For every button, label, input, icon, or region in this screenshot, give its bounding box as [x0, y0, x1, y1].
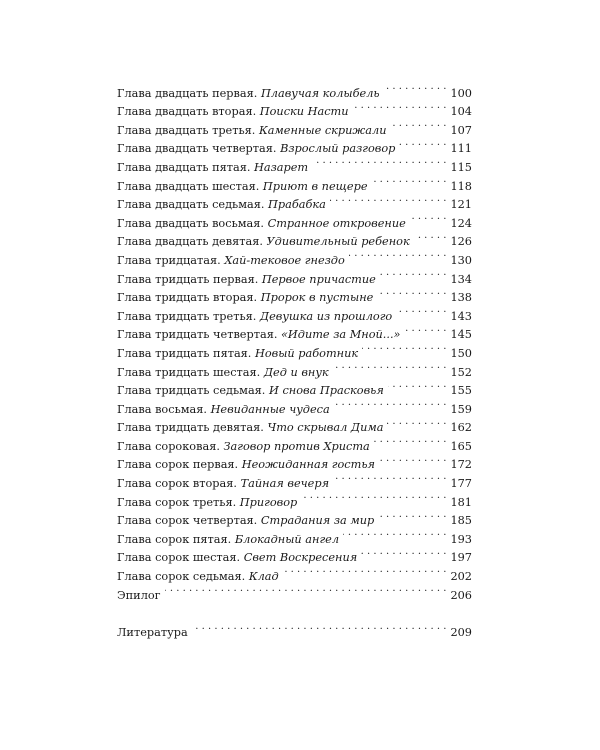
toc-dot-leader	[362, 338, 446, 357]
toc-chapter-title: Что скрывал Дима	[267, 421, 384, 435]
toc-chapter-label: Глава сорок четвертая.	[117, 514, 258, 528]
toc-page-number: 177	[450, 477, 472, 491]
toc-chapter-title: Хай-тековое гнездо	[224, 253, 345, 267]
toc-chapter-title: Приговор	[239, 495, 298, 509]
toc-chapter-title: Поиски Насти	[259, 105, 349, 119]
toc-page-number: 130	[450, 253, 472, 267]
toc-dot-leader	[334, 394, 447, 413]
toc-chapter-label: Глава сорок шестая.	[117, 551, 241, 565]
toc-dot-leader	[410, 208, 447, 227]
toc-chapter-label: Глава тридцать девятая.	[117, 421, 264, 435]
toc-page-number: 185	[450, 514, 472, 528]
toc-page-number: 143	[450, 309, 472, 323]
toc-entry	[117, 78, 472, 100]
toc-page-number: 138	[450, 291, 472, 305]
toc-dot-leader	[330, 190, 447, 209]
toc-chapter-title: Блокадный ангел	[234, 532, 340, 546]
toc-chapter-label: Литература	[117, 626, 188, 640]
toc-chapter-label: Глава двадцать седьмая.	[117, 198, 265, 212]
toc-dot-leader	[380, 264, 447, 283]
toc-chapter-label: Глава тридцать четвертая.	[117, 328, 278, 342]
toc-page-number: 126	[450, 235, 472, 249]
toc-entry-references	[117, 618, 472, 640]
toc-chapter-label: Глава тридцать первая.	[117, 272, 259, 286]
toc-chapter-title: И снова Прасковья	[269, 384, 384, 398]
toc-spacer	[117, 599, 472, 618]
toc-page-number: 181	[450, 495, 472, 509]
toc-page-number: 209	[450, 626, 472, 640]
toc-chapter-label: Глава сороковая.	[117, 439, 220, 453]
toc-dot-leader	[372, 171, 447, 190]
toc-back-matter	[117, 618, 472, 640]
toc-chapter-label: Глава сорок пятая.	[117, 532, 232, 546]
toc-chapter-label: Глава двадцать четвертая.	[117, 142, 277, 156]
toc-chapter-title: Клад	[248, 570, 279, 584]
toc-dot-leader	[384, 78, 447, 97]
toc-chapter-title: Странное откровение	[267, 216, 406, 230]
toc-dot-leader	[378, 506, 446, 525]
toc-entries	[117, 78, 472, 602]
toc-page-number: 162	[450, 421, 472, 435]
toc-page-number: 152	[450, 365, 472, 379]
toc-dot-leader	[388, 376, 447, 395]
toc-dot-leader	[361, 543, 446, 562]
toc-chapter-title: Назарет	[254, 160, 309, 174]
toc-chapter-title: Удивительный ребенок	[266, 235, 410, 249]
toc-dot-leader	[312, 152, 446, 171]
toc-chapter-label: Глава двадцать восьмая.	[117, 216, 264, 230]
toc-dot-leader	[377, 283, 446, 302]
toc-page-number: 124	[450, 216, 472, 230]
toc-page-number: 202	[450, 570, 472, 584]
toc-chapter-label: Глава тридцать седьмая.	[117, 384, 266, 398]
toc-page-number: 172	[450, 458, 472, 472]
toc-chapter-title: Дед и внук	[263, 365, 329, 379]
toc-chapter-label: Глава двадцать вторая.	[117, 105, 257, 119]
toc-chapter-label: Глава тридцать пятая.	[117, 346, 252, 360]
toc-page-number: 197	[450, 551, 472, 565]
toc-chapter-title: Тайная вечеря	[240, 477, 330, 491]
toc-chapter-label: Глава сорок первая.	[117, 458, 239, 472]
toc-chapter-title: «Идите за Мной...»	[281, 328, 401, 342]
toc-page-number: 206	[450, 588, 472, 602]
toc-dot-leader	[343, 524, 446, 543]
toc-dot-leader	[301, 487, 446, 506]
toc-dot-leader	[192, 618, 447, 637]
toc-page-number: 155	[450, 384, 472, 398]
toc-page-number: 118	[450, 179, 472, 193]
toc-chapter-label: Глава тридцать шестая.	[117, 365, 261, 379]
toc-chapter-title: Страдания за мир	[260, 514, 375, 528]
toc-page-number: 100	[450, 86, 472, 100]
toc-chapter-title: Новый работник	[255, 346, 359, 360]
toc-page-number: 111	[450, 142, 472, 156]
toc-chapter-label: Глава двадцать шестая.	[117, 179, 260, 193]
toc-chapter-label: Глава сорок вторая.	[117, 477, 237, 491]
toc-dot-leader	[396, 301, 446, 320]
toc-chapter-label: Глава двадцать пятая.	[117, 160, 251, 174]
toc-dot-leader	[165, 580, 447, 599]
toc-chapter-label: Глава двадцать девятая.	[117, 235, 263, 249]
toc-chapter-title: Пророк в пустыне	[260, 291, 374, 305]
toc-chapter-label: Глава восьмая.	[117, 402, 207, 416]
table-of-contents	[117, 78, 472, 640]
toc-page-number: 165	[450, 439, 472, 453]
toc-page-number: 107	[450, 123, 472, 137]
toc-page-number: 150	[450, 346, 472, 360]
toc-dot-leader	[283, 561, 447, 580]
toc-chapter-label: Глава сорок седьмая.	[117, 570, 246, 584]
toc-chapter-label: Глава тридцатая.	[117, 253, 221, 267]
toc-dot-leader	[390, 115, 446, 134]
toc-chapter-label: Глава двадцать первая.	[117, 86, 258, 100]
toc-chapter-title: Неожиданная гостья	[241, 458, 375, 472]
toc-chapter-label: Глава сорок третья.	[117, 495, 237, 509]
toc-dot-leader	[349, 245, 447, 264]
toc-chapter-title: Прабабка	[268, 198, 326, 212]
toc-page-number: 121	[450, 198, 472, 212]
toc-chapter-title: Взрослый разговор	[280, 142, 396, 156]
toc-dot-leader	[333, 468, 446, 487]
toc-chapter-title: Плавучая колыбель	[260, 86, 380, 100]
toc-chapter-title: Заговор против Христа	[223, 439, 370, 453]
toc-chapter-label: Глава тридцать вторая.	[117, 291, 258, 305]
toc-chapter-title: Приют в пещере	[262, 179, 368, 193]
toc-dot-leader	[404, 320, 446, 339]
toc-chapter-label: Эпилог	[117, 588, 161, 602]
toc-page-number: 115	[450, 160, 472, 174]
toc-page-number: 134	[450, 272, 472, 286]
toc-chapter-label: Глава тридцать третья.	[117, 309, 257, 323]
toc-chapter-label: Глава двадцать третья.	[117, 123, 256, 137]
toc-dot-leader	[414, 227, 447, 246]
toc-dot-leader	[387, 413, 446, 432]
toc-chapter-title: Каменные скрижали	[258, 123, 387, 137]
toc-chapter-title: Невиданные чудеса	[210, 402, 330, 416]
toc-dot-leader	[374, 431, 447, 450]
toc-chapter-title: Первое причастие	[261, 272, 376, 286]
toc-page-number: 159	[450, 402, 472, 416]
toc-page-number: 193	[450, 532, 472, 546]
toc-chapter-title: Свет Воскресения	[243, 551, 358, 565]
toc-dot-leader	[353, 97, 447, 116]
toc-dot-leader	[399, 134, 446, 153]
toc-dot-leader	[333, 357, 447, 376]
toc-entry-epilogue	[117, 580, 472, 602]
toc-dot-leader	[379, 450, 446, 469]
toc-chapter-title: Девушка из прошлого	[259, 309, 393, 323]
toc-page-number: 104	[450, 105, 472, 119]
toc-page-number: 145	[450, 328, 472, 342]
